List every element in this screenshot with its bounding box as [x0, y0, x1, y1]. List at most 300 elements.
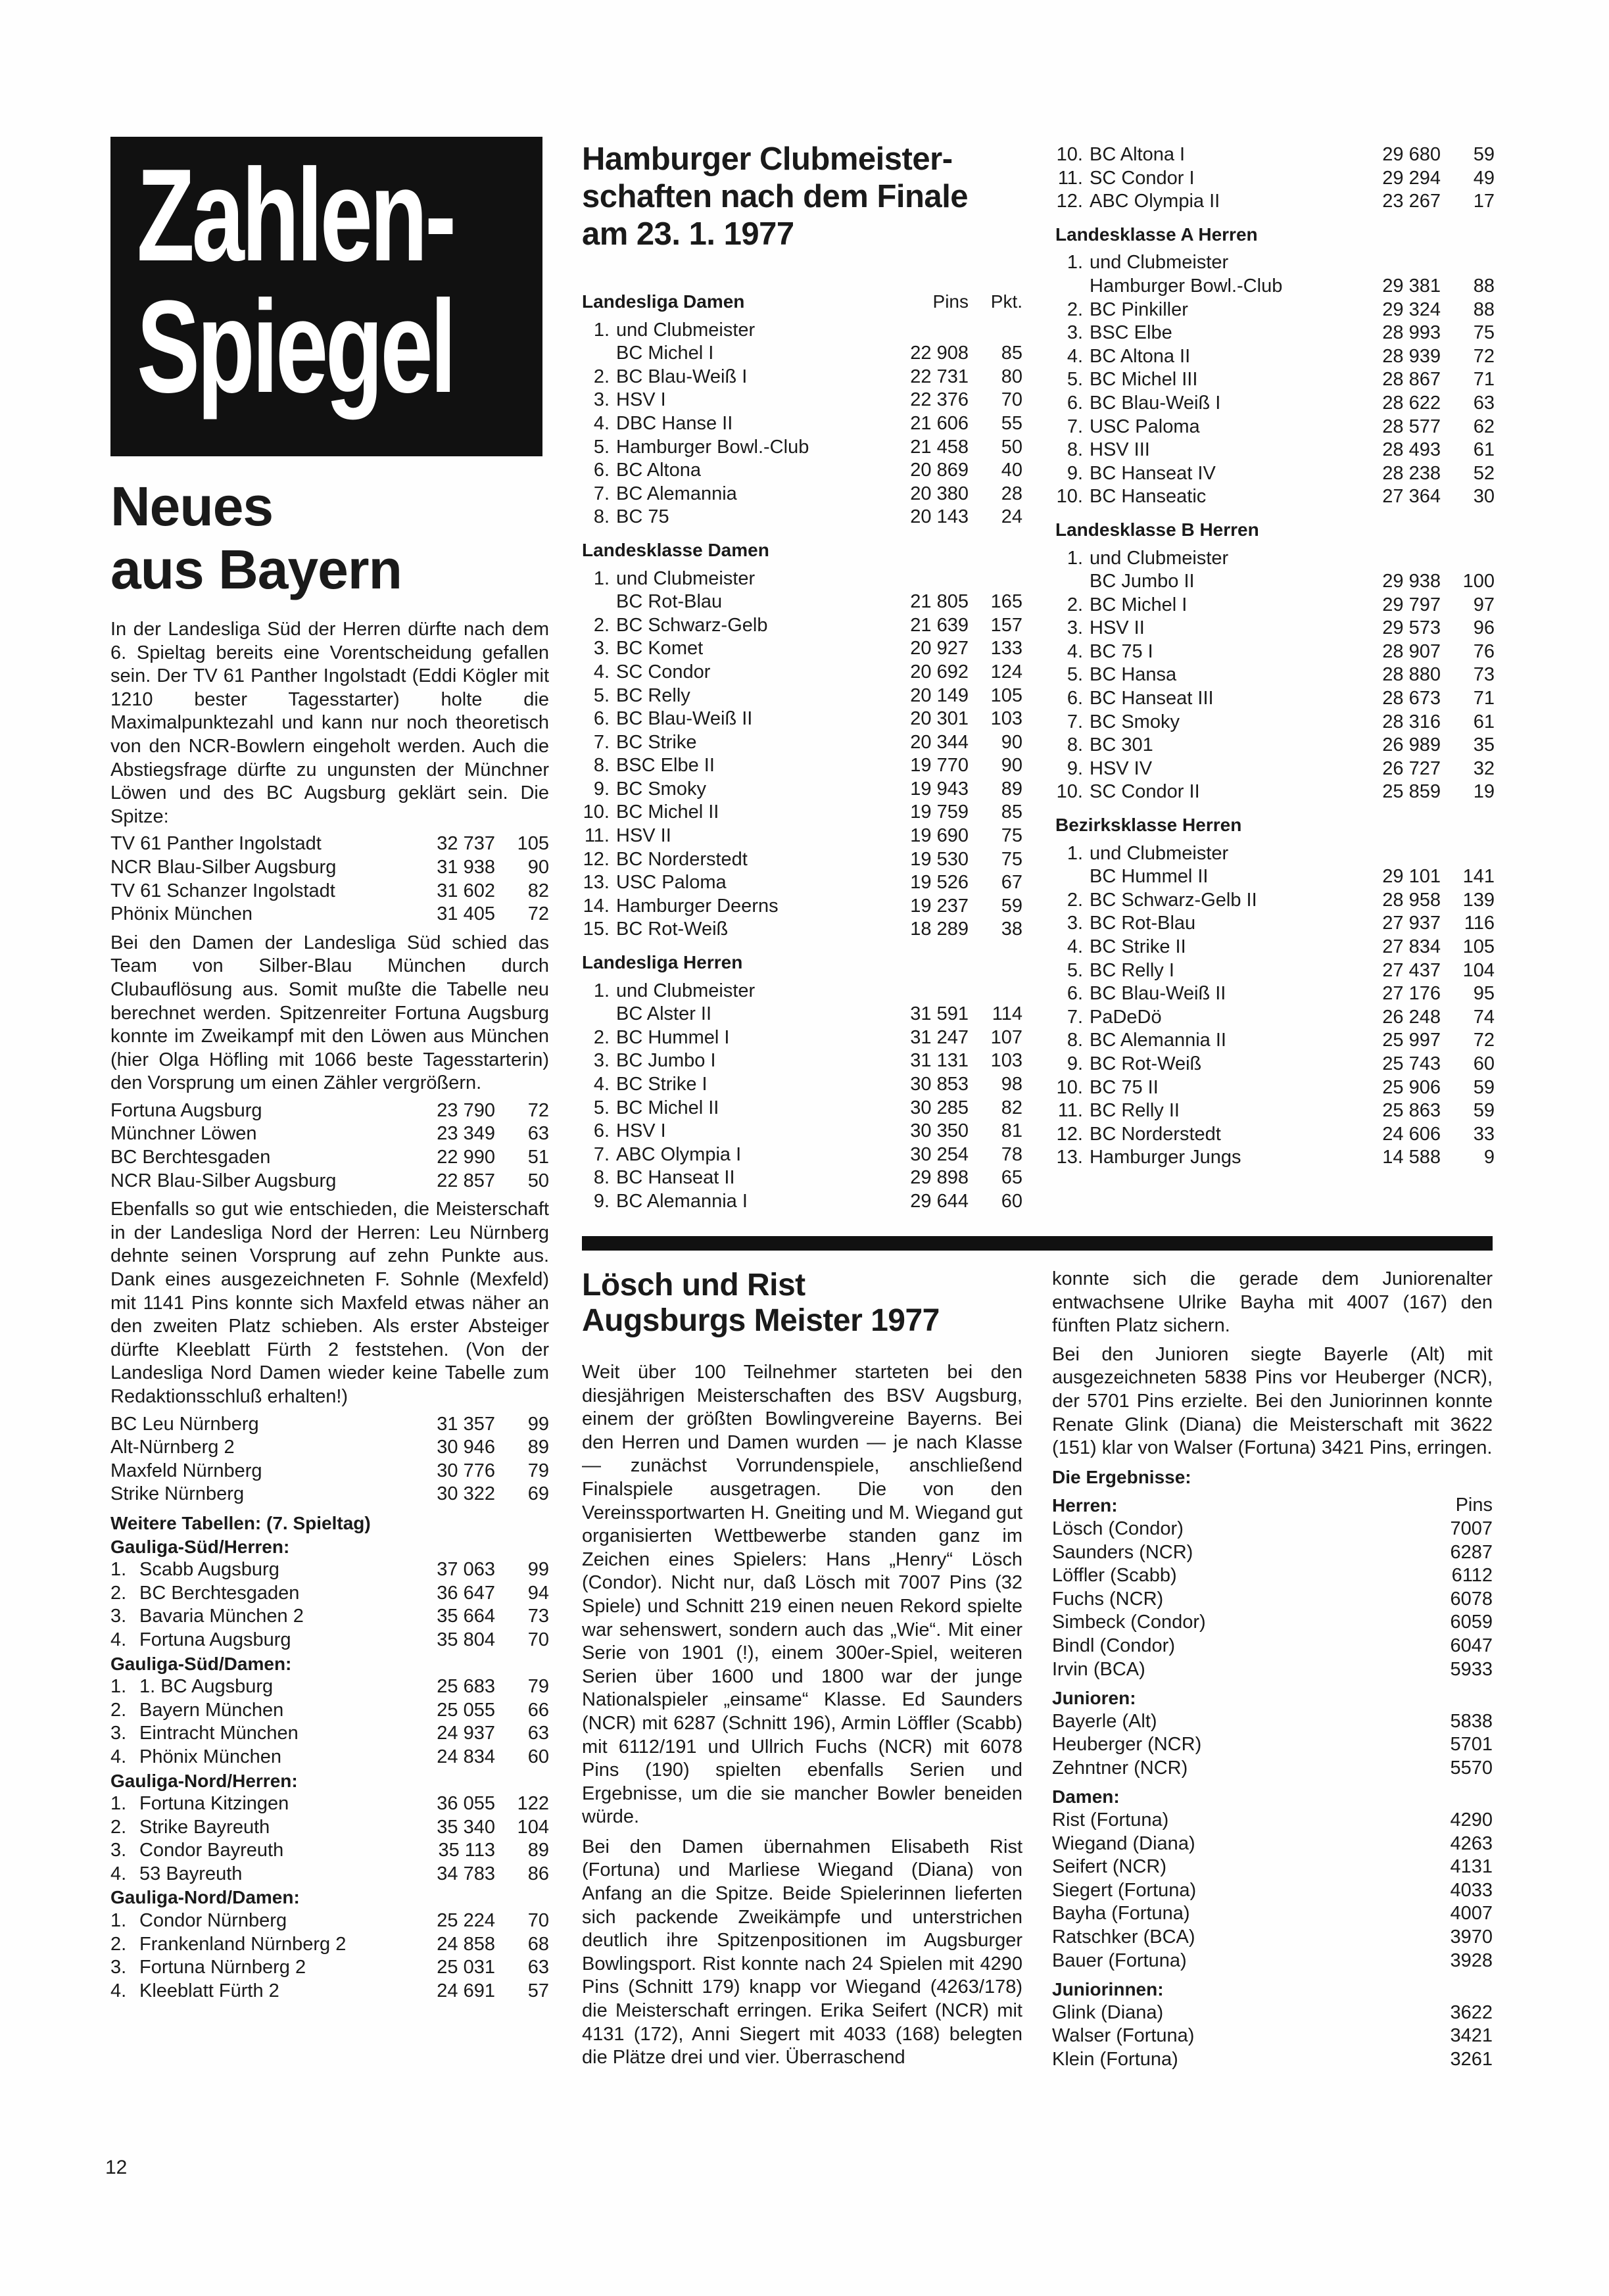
pins-value: 36 055: [437, 1793, 495, 1815]
pins-value: 19 759: [910, 801, 969, 823]
pins-value: 37 063: [437, 1559, 495, 1581]
pins-value: 28 939: [1382, 345, 1441, 367]
team-name: Kleeblatt Fürth 2: [139, 1980, 279, 2001]
table-row: [110, 1099, 549, 1123]
team-name: HSV II: [616, 825, 671, 847]
league-name: Landesklasse A Herren: [1055, 224, 1258, 245]
pins-value: 30 946: [437, 1437, 495, 1458]
points-value: 73: [527, 1606, 549, 1627]
table-row: [1055, 936, 1495, 959]
pins-value: 5933: [1450, 1658, 1493, 1680]
league-title: [582, 951, 1022, 974]
points-value: 85: [1001, 343, 1022, 364]
pins-value: 30 322: [437, 1483, 495, 1505]
bayern-title-line-1: Neues: [110, 475, 274, 537]
rank: 2.: [1067, 594, 1083, 615]
points-value: 116: [1464, 913, 1495, 934]
rank: 7.: [593, 483, 610, 504]
team-name: BC Smoky: [1090, 711, 1180, 732]
points-value: 76: [1473, 640, 1495, 662]
rank: 6.: [593, 708, 610, 730]
points-value: 59: [1001, 895, 1022, 917]
rank: 14.: [583, 895, 610, 917]
points-value: 105: [990, 684, 1022, 706]
points-value: 62: [1473, 416, 1495, 437]
table-row: [110, 1629, 549, 1652]
points-value: 70: [527, 1629, 549, 1650]
team-name: Münchner Löwen: [110, 1123, 257, 1145]
pins-value: 20 344: [910, 731, 969, 753]
points-value: 74: [1473, 1006, 1495, 1028]
table-row: [1055, 1123, 1495, 1147]
team-name: TV 61 Panther Ingolstadt: [110, 833, 322, 855]
points-value: 70: [1001, 389, 1022, 411]
points-value: 19: [1473, 781, 1495, 803]
rank: 8.: [593, 506, 610, 528]
bayern-title-line-2: aus Bayern: [110, 538, 402, 600]
table-row: [110, 1146, 549, 1170]
team-name: Strike Nürnberg: [110, 1483, 245, 1505]
paragraph: In der Landesliga Süd der Herren dürfte nach dem 6. Spieltag bereits eine Vorentscheidung gefallen sein. Der TV 61 Panther Ingolstadt (Eddi Kögler mit 1210 bester Tagesstarter) holte die Maximalpunktezahl und kann nur noch theoretisch von den NCR-Bowlern eingeholt werden. Auch die Abstiegsfrage dürfte zu ungunsten der Münchner Löwen und des BC Augsburg geklärt sein. Die Spitze:: [110, 619, 549, 827]
rank: 1.: [110, 1910, 127, 1932]
points-value: 100: [1462, 571, 1495, 592]
rank: 4.: [1067, 936, 1083, 957]
points-value: 103: [990, 708, 1022, 730]
table-row: [110, 903, 549, 926]
table-row: [582, 707, 1022, 731]
headline-line: Augsburgs Meister 1977: [582, 1303, 940, 1338]
team-name: HSV I: [616, 1120, 666, 1142]
result-row: [1052, 1926, 1493, 1949]
pins-value: 26 727: [1382, 757, 1441, 779]
pins-value: 6047: [1450, 1635, 1493, 1656]
points-value: 82: [527, 880, 549, 901]
pins-value: 25 859: [1382, 781, 1441, 803]
points-value: 66: [527, 1699, 549, 1721]
results-group-header: [1052, 1978, 1493, 2001]
pins-value: 35 664: [437, 1606, 495, 1627]
rank: 4.: [1067, 345, 1083, 367]
page-number: 12: [105, 2157, 128, 2178]
points-value: 24: [1001, 506, 1022, 528]
pins-value: 4263: [1450, 1832, 1493, 1854]
pins-value: 25 055: [437, 1699, 495, 1721]
points-value: 63: [527, 1723, 549, 1744]
team-name: BC Hansa: [1090, 664, 1177, 686]
player-name: Irvin (BCA): [1052, 1658, 1145, 1680]
table-row: [582, 459, 1022, 483]
rank: 5.: [593, 436, 610, 458]
team-name: BC Schwarz-Gelb II: [1090, 889, 1257, 911]
rank: 12.: [1056, 1123, 1083, 1145]
team-name: Hamburger Bowl.-Club: [1090, 275, 1283, 297]
points-value: 50: [1001, 436, 1022, 458]
augsburg-article: [582, 1268, 1022, 2076]
pins-value: 3261: [1450, 2049, 1493, 2070]
league-title: [582, 290, 1022, 314]
team-name: USC Paloma: [616, 872, 727, 894]
player-name: Siegert (Fortuna): [1052, 1879, 1197, 1901]
rank: 3.: [593, 389, 610, 411]
group-label: Junioren:: [1052, 1688, 1136, 1709]
team-name: BC Alemannia: [616, 483, 737, 504]
rank: 10.: [1056, 486, 1083, 508]
points-value: 139: [1462, 889, 1495, 911]
points-value: 79: [527, 1460, 549, 1481]
pins-value: 31 405: [437, 903, 495, 925]
league-title: [1055, 223, 1495, 247]
pins-value: 30 285: [910, 1097, 969, 1118]
points-value: 60: [1473, 1053, 1495, 1074]
rank: 8.: [1067, 439, 1083, 461]
points-value: 94: [527, 1582, 549, 1604]
rank: 7.: [593, 1143, 610, 1165]
rank: 3.: [593, 1050, 610, 1072]
table-row: [1055, 345, 1495, 369]
pins-value: 25 863: [1382, 1100, 1441, 1122]
points-value: 38: [1001, 919, 1022, 940]
points-value: 52: [1473, 462, 1495, 484]
team-name: HSV IV: [1090, 757, 1153, 779]
pins-value: 3928: [1450, 1949, 1493, 1971]
pins-value: 25 997: [1382, 1030, 1441, 1051]
team-name: BC Hanseat IV: [1090, 462, 1216, 484]
rank: 2.: [110, 1582, 127, 1604]
player-name: Wiegand (Diana): [1052, 1832, 1195, 1854]
pins-value: 29 898: [910, 1167, 969, 1189]
headline-line: am 23. 1. 1977: [582, 216, 794, 252]
points-value: 68: [527, 1933, 549, 1955]
pins-value: 4033: [1450, 1879, 1493, 1901]
table-row: [582, 1143, 1022, 1167]
points-value: 65: [1001, 1167, 1022, 1189]
pins-value: 5838: [1450, 1710, 1493, 1732]
pins-value: 20 869: [910, 460, 969, 481]
table-row: [582, 1026, 1022, 1050]
team-name: Condor Bayreuth: [139, 1840, 284, 1861]
rank: 13.: [1056, 1147, 1083, 1168]
team-name: SC Condor: [616, 661, 711, 682]
rank: 7.: [1067, 1006, 1083, 1028]
pins-value: 24 937: [437, 1723, 495, 1744]
player-name: Bauer (Fortuna): [1052, 1949, 1187, 1971]
pins-value: 3970: [1450, 1926, 1493, 1948]
points-value: 30: [1473, 486, 1495, 508]
result-row: [1052, 2024, 1493, 2048]
points-value: 103: [990, 1050, 1022, 1072]
team-name: 1. BC Augsburg: [139, 1676, 274, 1698]
pins-value: 5701: [1450, 1734, 1493, 1756]
table-row-prefix: [582, 319, 1022, 343]
pins-value: 28 622: [1382, 392, 1441, 414]
rank: 13.: [583, 872, 610, 894]
league-name: Landesliga Damen: [582, 291, 745, 312]
team-name: Hamburger Deerns: [616, 895, 779, 917]
team-name: Fortuna Augsburg: [110, 1099, 262, 1121]
rank: 2.: [110, 1699, 127, 1721]
rank: 4.: [593, 661, 610, 682]
table-row: [582, 366, 1022, 389]
pins-value: 30 350: [910, 1120, 969, 1142]
team-name: BC Schwarz-Gelb: [616, 614, 768, 636]
result-row: [1052, 1518, 1493, 1541]
team-name: HSV III: [1090, 439, 1150, 461]
table-row: [1055, 734, 1495, 757]
table-row: [1055, 982, 1495, 1006]
table-row: [110, 1816, 549, 1840]
table-row: [582, 637, 1022, 661]
table-row: [582, 1166, 1022, 1190]
team-name: BC Strike II: [1090, 936, 1186, 957]
table-row: [110, 1675, 549, 1699]
points-value: 165: [990, 591, 1022, 613]
team-name: BC Altona: [616, 460, 701, 481]
points-value: 80: [1001, 366, 1022, 387]
table-row: [1055, 1146, 1495, 1170]
points-value: 61: [1473, 711, 1495, 732]
points-value: 88: [1473, 299, 1495, 320]
player-name: Rist (Fortuna): [1052, 1809, 1169, 1831]
pins-value: 21 458: [910, 436, 969, 458]
team-name: BC Komet: [616, 638, 704, 659]
team-name: BC Hanseatic: [1090, 486, 1207, 508]
result-row: [1052, 1710, 1493, 1734]
points-value: 133: [990, 638, 1022, 659]
rank: 7.: [1067, 711, 1083, 732]
team-name: Maxfeld Nürnberg: [110, 1460, 262, 1481]
table-row: [1055, 190, 1495, 214]
hamburg-tables-part-2: [1055, 143, 1495, 1170]
team-name: BC 75 I: [1090, 640, 1153, 662]
rank: 3.: [1067, 617, 1083, 639]
points-value: 85: [1001, 801, 1022, 823]
points-column-header: Pkt.: [990, 291, 1022, 312]
points-value: 63: [527, 1123, 549, 1145]
team-name: BC Michel II: [616, 801, 719, 823]
rank: 1.: [110, 1793, 127, 1815]
pins-value: 19 690: [910, 825, 969, 847]
table-row: [582, 590, 1022, 614]
points-value: 105: [1462, 936, 1495, 957]
pins-value: 27 364: [1382, 486, 1441, 508]
table-row: [582, 483, 1022, 506]
result-row: [1052, 1832, 1493, 1856]
points-value: 61: [1473, 439, 1495, 461]
rank: 1.: [593, 567, 610, 589]
pins-value: 20 380: [910, 483, 969, 504]
pins-value: 21 606: [910, 412, 969, 434]
league-name: Bezirksklasse Herren: [1055, 815, 1242, 836]
pins-value: 31 591: [910, 1003, 969, 1025]
pins-value: 30 853: [910, 1074, 969, 1095]
rank: 4.: [1067, 640, 1083, 662]
pins-value: 7007: [1450, 1518, 1493, 1539]
team-name: Eintracht München: [139, 1723, 299, 1744]
player-name: Walser (Fortuna): [1052, 2025, 1195, 2047]
points-value: 104: [517, 1816, 549, 1838]
pins-value: 36 647: [437, 1582, 495, 1604]
table-row: [1055, 1076, 1495, 1100]
player-name: Seifert (NCR): [1052, 1856, 1167, 1878]
team-name: SC Condor II: [1090, 781, 1200, 803]
points-value: 63: [1473, 392, 1495, 414]
team-name: Phönix München: [110, 903, 253, 925]
table-row: [582, 506, 1022, 529]
points-value: 98: [1001, 1074, 1022, 1095]
pins-value: 28 867: [1382, 369, 1441, 391]
table-row: [1055, 570, 1495, 594]
table-row: [110, 1933, 549, 1957]
team-name: BC Strike I: [616, 1074, 708, 1095]
pins-column-header: Pins: [1455, 1495, 1493, 1516]
table-row: [1055, 959, 1495, 983]
team-name: Hamburger Jungs: [1090, 1147, 1241, 1168]
result-row: [1052, 1541, 1493, 1565]
table-row: [1055, 912, 1495, 936]
pins-value: 30 776: [437, 1460, 495, 1481]
pins-value: 6112: [1451, 1565, 1493, 1587]
team-name: BC Alemannia II: [1090, 1030, 1226, 1051]
zahlen-spiegel-masthead: [110, 137, 542, 456]
result-row: [1052, 1588, 1493, 1612]
pins-value: 22 908: [910, 343, 969, 364]
pins-value: 4290: [1450, 1809, 1493, 1831]
rank: 7.: [1067, 416, 1083, 437]
augsburg-body-part-2: [1052, 1268, 1493, 2072]
points-value: 96: [1473, 617, 1495, 639]
points-value: 89: [527, 1840, 549, 1861]
pins-value: 4007: [1450, 1903, 1493, 1925]
table-row: [110, 1722, 549, 1746]
rank: 8.: [1067, 734, 1083, 756]
league-name: Landesklasse Damen: [582, 539, 769, 560]
table-row: [582, 661, 1022, 684]
table-row: [1055, 167, 1495, 191]
pins-value: 6078: [1450, 1588, 1493, 1610]
pins-value: 35 340: [437, 1816, 495, 1838]
rank: 10.: [583, 801, 610, 823]
team-name: BC Rot-Blau: [1090, 913, 1196, 934]
team-name: Fortuna Kitzingen: [139, 1793, 289, 1815]
team-name: BC Altona II: [1090, 345, 1191, 367]
pins-value: 28 958: [1382, 889, 1441, 911]
pins-value: 31 131: [910, 1050, 969, 1072]
team-name: Condor Nürnberg: [139, 1910, 287, 1932]
team-name: Fortuna Augsburg: [139, 1629, 291, 1650]
team-name: USC Paloma: [1090, 416, 1200, 437]
pins-value: 25 224: [437, 1910, 495, 1932]
rank: 6.: [1067, 392, 1083, 414]
points-value: 55: [1001, 412, 1022, 434]
table-row: [582, 684, 1022, 708]
team-name: Phönix München: [139, 1746, 282, 1767]
rank: 5.: [1067, 959, 1083, 981]
pins-column-header: Pins: [932, 291, 969, 312]
table-row: [582, 1073, 1022, 1097]
table-row: [582, 825, 1022, 848]
points-value: 71: [1473, 688, 1495, 709]
points-value: 114: [992, 1003, 1022, 1025]
rank: 3.: [110, 1957, 127, 1978]
team-name: NCR Blau-Silber Augsburg: [110, 1170, 337, 1191]
pins-value: 22 731: [910, 366, 969, 387]
player-name: Heuberger (NCR): [1052, 1734, 1202, 1756]
league-title: [1055, 813, 1495, 837]
team-name: BC Hanseat II: [616, 1167, 735, 1189]
rank: 8.: [593, 755, 610, 777]
pins-value: 28 673: [1382, 688, 1441, 709]
points-value: 50: [527, 1170, 549, 1191]
rank: 9.: [593, 778, 610, 800]
table-row: [110, 1582, 549, 1606]
team-name: BC Blau-Weiß I: [1090, 392, 1221, 414]
table-row: [582, 871, 1022, 895]
team-name: BC Rot-Blau: [616, 591, 723, 613]
rank: [1055, 865, 1090, 889]
team-name: BC Hummel II: [1090, 866, 1209, 888]
points-value: 79: [527, 1676, 549, 1698]
result-row: [1052, 1564, 1493, 1588]
table-row-prefix: [582, 567, 1022, 591]
pins-value: 29 573: [1382, 617, 1441, 639]
result-row: [1052, 1902, 1493, 1926]
table-row-prefix: [1055, 547, 1495, 571]
rank: 3.: [1067, 322, 1083, 344]
league-title: Gauliga-Nord/Damen:: [110, 1887, 300, 1908]
team-name: BC Michel II: [616, 1097, 719, 1118]
rank: 11.: [584, 825, 610, 847]
player-name: Löffler (Scabb): [1052, 1565, 1177, 1587]
paragraph: Bei den Damen der Landesliga Süd schied das Team von Silber-Blau München durch Clubauflösung aus. Somit mußte die Tabelle neu berechnet werden. Spitzenreiter Fortuna Augsburg konnte im Zweikampf mit den Löwen aus München (hier Olga Höfling mit 1066 beste Tagesstarterin) den Vorsprung um einen Zähler vergrößern.: [110, 932, 549, 1094]
rank-note: und Clubmeister: [1090, 547, 1229, 569]
rank: 4.: [110, 1629, 127, 1650]
table-row: [582, 1190, 1022, 1214]
table-row: [582, 1120, 1022, 1143]
table-row: [110, 1460, 549, 1483]
rank: [582, 342, 616, 366]
points-value: 72: [1473, 345, 1495, 367]
pins-value: 20 149: [910, 684, 969, 706]
rank: 5.: [1067, 369, 1083, 391]
table-row: [1055, 865, 1495, 889]
rank: 5.: [593, 1097, 610, 1118]
table-row: [110, 1980, 549, 2003]
table-row: [110, 1839, 549, 1863]
player-name: Glink (Diana): [1052, 2001, 1164, 2023]
player-name: Simbeck (Condor): [1052, 1612, 1206, 1633]
rank: 3.: [110, 1606, 127, 1627]
team-name: TV 61 Schanzer Ingolstadt: [110, 880, 335, 901]
points-value: 90: [1001, 755, 1022, 777]
pins-value: 20 692: [910, 661, 969, 682]
rank: 1.: [1067, 842, 1083, 864]
points-value: 90: [1001, 731, 1022, 753]
team-name: PaDeDö: [1090, 1006, 1162, 1028]
rank: 1.: [1067, 252, 1083, 274]
pins-value: 26 989: [1382, 734, 1441, 756]
pins-value: 20 927: [910, 638, 969, 659]
points-value: 17: [1473, 191, 1495, 212]
table-row: [110, 1413, 549, 1437]
table-row: [1055, 640, 1495, 664]
pins-value: 22 376: [910, 389, 969, 411]
rank: 1.: [593, 980, 610, 1001]
points-value: 9: [1483, 1147, 1495, 1168]
player-name: Bindl (Condor): [1052, 1635, 1175, 1656]
rank: 10.: [1056, 144, 1083, 165]
league-title: Gauliga-Süd/Herren:: [110, 1536, 290, 1557]
paragraph: konnte sich die gerade dem Juniorenalter entwachsene Ulrike Bayha mit 4007 (167) den fünften Platz sichern.: [1052, 1268, 1493, 1337]
